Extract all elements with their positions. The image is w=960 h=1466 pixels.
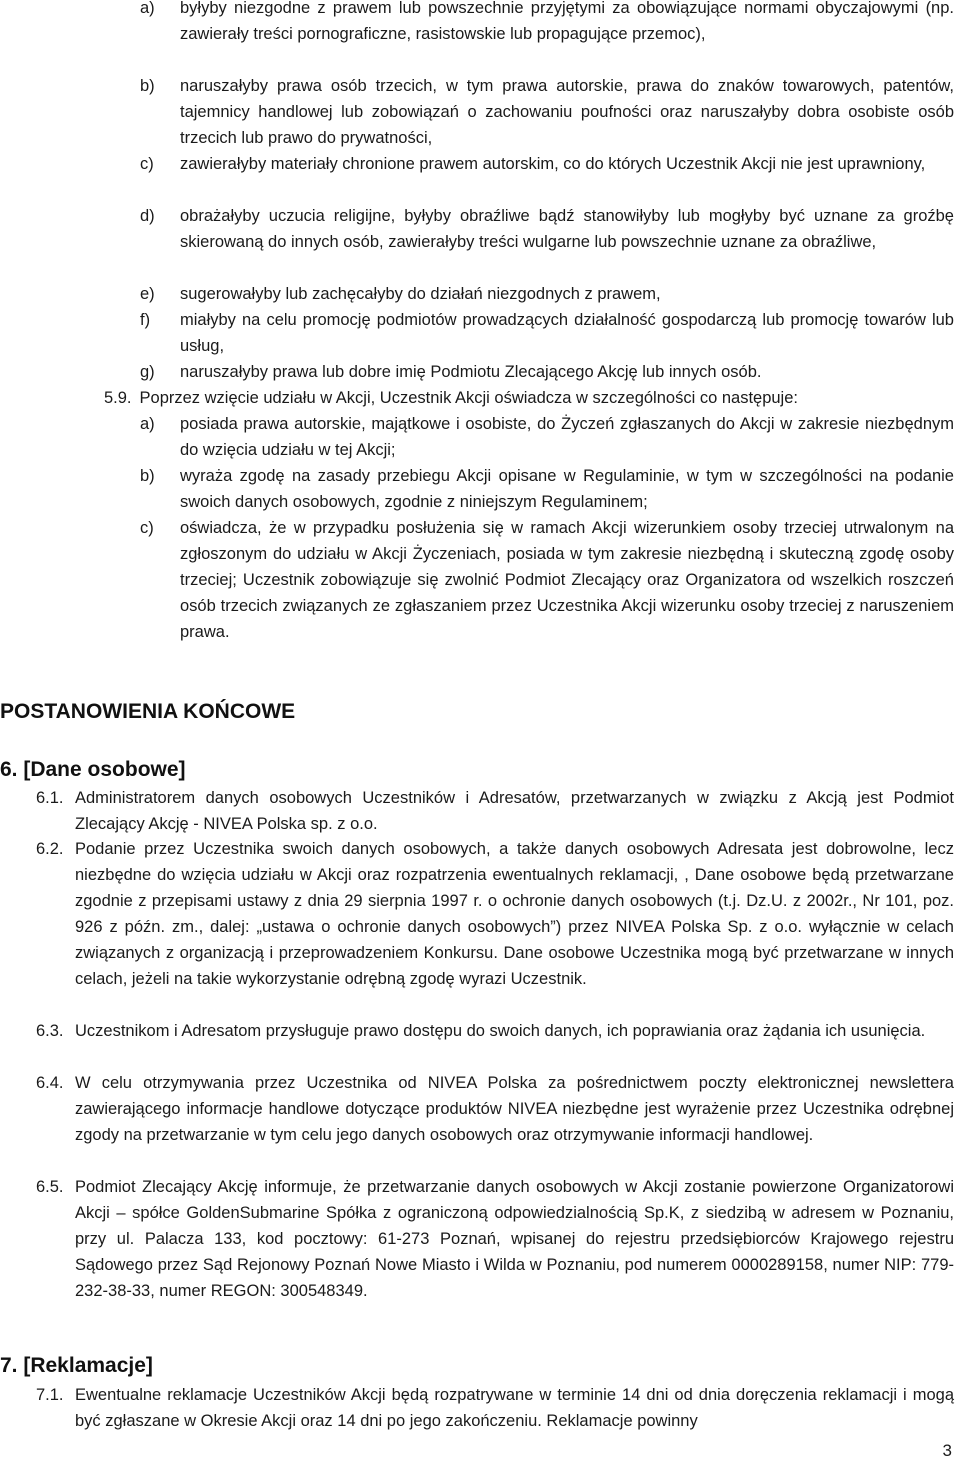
paragraph-text: W celu otrzymywania przez Uczestnika od NIVEA Polska za pośrednictwem poczty elektronicznej newslettera zawierającego informacje handlowe dotyczące produktów NIVEA niezbędne jest wyrażenie przez Uczestnika odrębnej zgody na przetwarzanie w tym celu jego danych osobowych oraz otrzymywanie informacji handlowej. — [75, 1074, 954, 1144]
paragraph-number: 6.5. — [36, 1178, 64, 1196]
list-label: a) — [140, 415, 155, 433]
list-label: d) — [140, 207, 155, 225]
paragraph-text: Uczestnikom i Adresatom przysługuje prawo dostępu do swoich danych, ich poprawiania oraz żądania ich usunięcia. — [75, 1022, 926, 1040]
list-text: obrażałyby uczucia religijne, byłyby obraźliwe bądź stanowiłyby lub mogłyby być uznane za groźbę skierowaną do innych osób, zawierałyby treści wulgarne lub powszechnie uznane za obraźliwe, — [180, 207, 954, 251]
list-text: zawierałyby materiały chronione prawem autorskim, co do których Uczestnik Akcji nie jest uprawniony, — [180, 155, 926, 173]
list-label: b) — [140, 77, 155, 95]
list-label: c) — [140, 155, 154, 173]
paragraph-number: 6.1. — [36, 789, 64, 807]
list-item-d1 — [140, 203, 954, 255]
list-label: b) — [140, 467, 155, 485]
list-text: miałyby na celu promocję podmiotów prowadzących działalność gospodarczą lub promocję towarów lub usług, — [180, 311, 954, 355]
paragraph-number: 7.1. — [36, 1386, 64, 1404]
list-label: g) — [140, 363, 155, 381]
paragraph-7-1 — [36, 1382, 954, 1434]
list-item-c1 — [140, 151, 954, 177]
list-label: f) — [140, 311, 151, 329]
paragraph-number: 6.4. — [36, 1074, 64, 1092]
list-text: sugerowałyby lub zachęcałyby do działań niezgodnych z prawem, — [180, 285, 661, 303]
paragraph-6-5 — [36, 1174, 954, 1304]
final-provisions-heading: POSTANOWIENIA KOŃCOWE — [0, 700, 296, 723]
page-number: 3 — [942, 1441, 952, 1460]
list-item-b1 — [140, 73, 954, 151]
list-text: oświadcza, że w przypadku posłużenia się w ramach Akcji wizerunkiem osoby trzeciej utrwalonym na zgłoszonym do udziału w Akcji Życzeniach, posiada w tym zakresie niezbędną i skuteczną zgodę osoby trzeciej; Uczestnik zobowiązuje się zwolnić Podmiot Zlecający oraz Organizatora od wszelkich roszczeń osób trzecich związanych ze zgłaszaniem przez Uczestnika Akcji wizerunku osoby trzeciej z naruszeniem prawa. — [180, 519, 954, 641]
list-item-e1 — [140, 281, 954, 307]
paragraph-6-2 — [36, 836, 954, 992]
paragraph-text: Podmiot Zlecający Akcję informuje, że przetwarzanie danych osobowych w Akcji zostanie powierzone Organizatorowi Akcji – spółce GoldenSubmarine Spółka z ograniczoną odpowiedzialnością Sp.K, z siedzibą w adresem w Poznaniu, przy ul. Palacza 133, kod pocztowy: 61-273 Poznań, wpisanej do rejestru przedsiębiorców Krajowego rejestru Sądowego przez Sąd Rejonowy Poznań Nowe Miasto i Wilda w Poznaniu, pod numerem 0000289158, numer NIP: 779-232-38-33, numer REGON: 300548349. — [75, 1178, 954, 1300]
list-label: e) — [140, 285, 155, 303]
paragraph-6-3 — [36, 1018, 954, 1044]
list-text: wyraża zgodę na zasady przebiegu Akcji opisane w Regulaminie, w tym w szczególności na podanie swoich danych osobowych, zgodnie z niniejszym Regulaminem; — [180, 467, 954, 511]
list-text: naruszałyby prawa lub dobre imię Podmiotu Zlecającego Akcję lub innych osób. — [180, 363, 762, 381]
paragraph-text: Ewentualne reklamacje Uczestników Akcji będą rozpatrywane w terminie 14 dni od dnia doręczenia reklamacji i mogą być zgłaszane w Okresie Akcji oraz 14 dni po jego zakończeniu. Reklamacje powinny — [75, 1386, 954, 1430]
paragraph-text: Administratorem danych osobowych Uczestników i Adresatów, przetwarzanych w związku z Akcją jest Podmiot Zlecający Akcję - NIVEA Polska sp. z o.o. — [75, 789, 954, 833]
paragraph-number: 6.3. — [36, 1022, 64, 1040]
list-text: posiada prawa autorskie, majątkowe i osobiste, do Życzeń zgłaszanych do Akcji w zakresie niezbędnym do wzięcia udziału w tej Akcji; — [180, 415, 954, 459]
list-text: byłyby niezgodne z prawem lub powszechnie przyjętymi za obowiązujące normami obyczajowymi (np. zawierały treści pornograficzne, rasistowskie lub propagujące przemoc), — [180, 0, 954, 43]
list-label: a) — [140, 0, 155, 17]
list-item-c2 — [140, 515, 954, 645]
list-item-g1 — [140, 359, 954, 385]
list-item-b2 — [140, 463, 954, 515]
paragraph-6-1 — [36, 785, 954, 837]
section-6-title: 6. [Dane osobowe] — [0, 758, 186, 781]
list-item-f1 — [140, 307, 954, 359]
section-7-title: 7. [Reklamacje] — [0, 1354, 153, 1377]
list-label: c) — [140, 519, 154, 537]
paragraph-5-9 — [104, 385, 954, 411]
paragraph-6-4 — [36, 1070, 954, 1148]
list-item-a2 — [140, 411, 954, 463]
list-text: naruszałyby prawa osób trzecich, w tym prawa autorskie, prawa do znaków towarowych, patentów, tajemnicy handlowej lub zobowiązań o zachowaniu poufności oraz naruszałyby dobra osobiste osób trzecich lub prawo do prywatności, — [180, 77, 954, 147]
paragraph-text: Podanie przez Uczestnika swoich danych osobowych, a także danych osobowych Adresata jest dobrowolne, lecz niezbędne do wzięcia udziału w Akcji oraz rozpatrzenia ewentualnych reklamacji, , Dane osobowe będą przetwarzane zgodnie z przepisami ustawy z dnia 29 sierpnia 1997 r. o ochronie danych osobowych (t.j. Dz.U. z 2002r., Nr 101, poz. 926 z późn. zm., dalej: „ustawa o ochronie danych osobowych”) przez NIVEA Polska Sp. z o.o. wyłącznie w celach związanych z organizacją i przeprowadzeniem Konkursu. Dane osobowe Uczestnika mogą być przetwarzane w innych celach, jeżeli na takie wykorzystanie odrębną zgodę wyrazi Uczestnik. — [75, 840, 954, 988]
paragraph-number: 6.2. — [36, 840, 64, 858]
list-item-a1 — [140, 0, 954, 47]
paragraph-text: Poprzez wzięcie udziału w Akcji, Uczestnik Akcji oświadcza w szczególności co następuje: — [139, 389, 798, 407]
paragraph-number: 5.9. — [104, 389, 132, 407]
